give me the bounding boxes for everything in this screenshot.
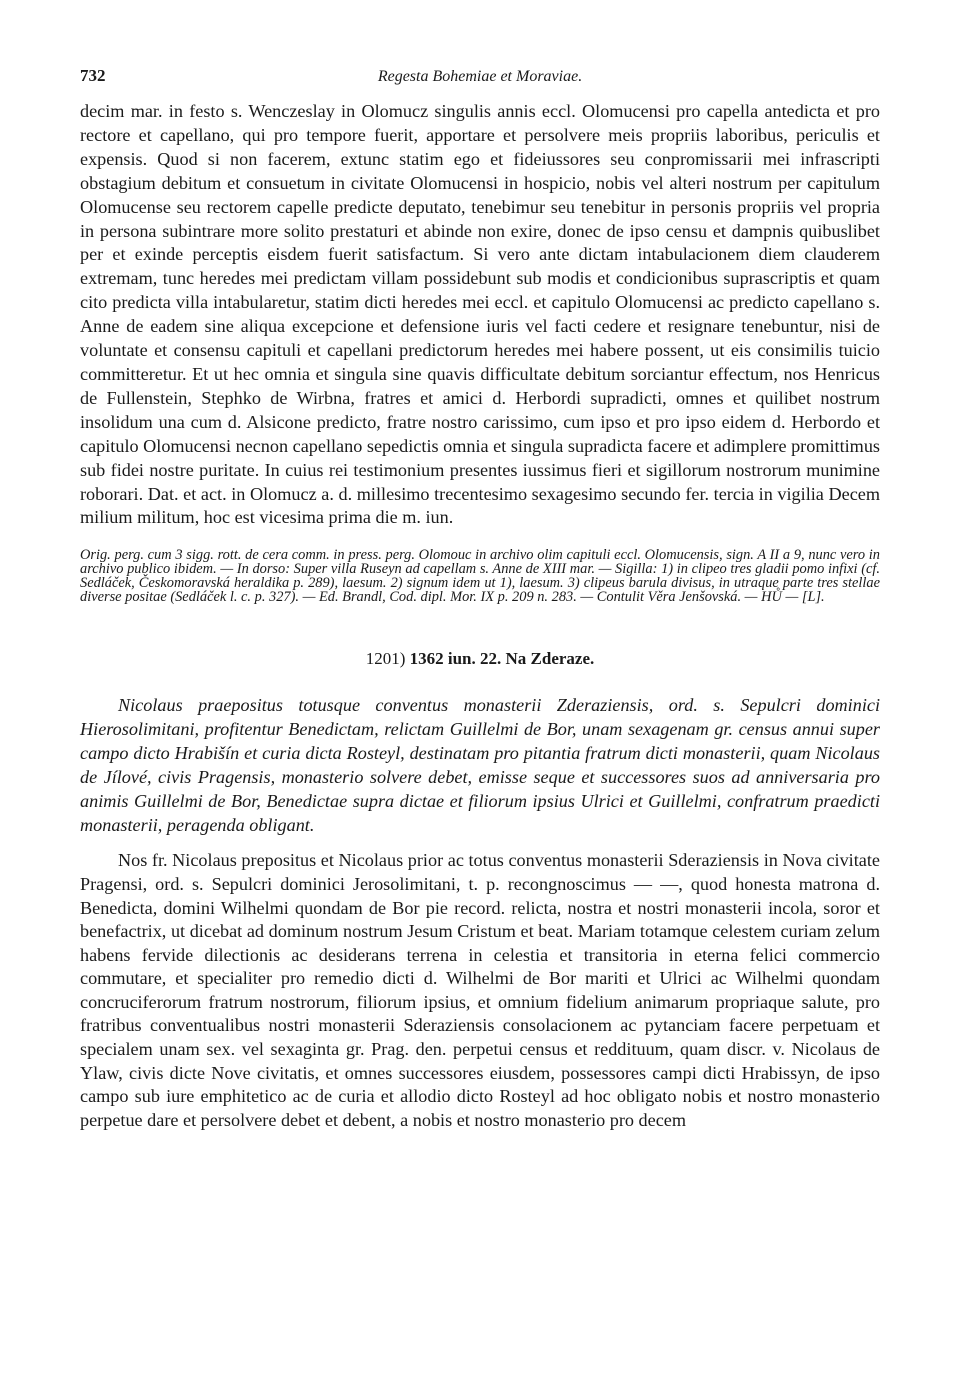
- entry-date: 1362 iun. 22.: [409, 649, 502, 669]
- document-page: [80, 60, 880, 1132]
- continuation-paragraph: decim mar. in festo s. Wenczeslay in Olomucz singulis annis eccl. Olomucensi pro capella antedicta et pro rectore et capellano, qui pro tempore fuerit, apportare et persolvere meis propriis laboribus, periculis et expensis. Quod si non facerem, extunc statim ego et fideiussores seu conpromissarii mei infrascripti obstagium debitum et consuetum in civitate Olomucensi in hospicio, nobis vel alteri nostrum per capitulum Olomucense seu rectorem capelle predicte deputato, tenebimur seu tenebitur in personis propriis vel propria in persona subintrare more solito prestaturi et abinde non exire, donec de ipso censu et dampnis quibuslibet per et exinde perceptis eisdem fuerit satisfactum. Si vero ante dictam intabulacionem diem clauderem extremam, tunc heredes mei predictam villam possidebunt sub modis et condicionibus suprascriptis et quam cito predicta villa intabularetur, statim dicti heredes mei eccl. et capitulo Olomucensi ac predicto capellano s. Anne de eadem sine aliqua excepcione et defensione iuris vel facti cedere et resignare tenebuntur, nisi de voluntate et consensu capituli et capellani predictorum heredes mei habere possent, ut eis consimilis tuicio committeretur. Et ut hec omnia et singula sine quavis difficultate debitum sorciantur effectum, nos Henricus de Fullenstein, Stephko de Wirbna, fratres et amici d. Herbordi supradicti, omnes et quilibet nostrum insolidum una cum d. Alsicone predicto, fratre nostro carissimo, cum ipso et pro ipso eidem d. Herbordo et capitulo Olomucensi necnon capellano sepedictis omnia et singula supradicta facere et adimplere promittimus sub fidei nostre puritate. In cuius rei testimonium presentes iussimus fieri et sigillorum nostrorum munimine roborari. Dat. et act. in Olomucz a. d. millesimo trecentesimo sexagesimo secundo fer. tercia in vigilia Decem milium militum, hoc est vicesima prima die m. iun.: [80, 101, 880, 528]
- source-note: Orig. perg. cum 3 sigg. rott. de cera comm. in press. perg. Olomouc in archivo olim capituli eccl. Olomucensis, sign. A II a 9, nunc vero in archivo publico ibidem. — In dorso: Super villa Ruseyn ad capellam s. Anne de XIII mar. — Sigilla: 1) in clipeo tres gladii pomo infixi (cf. Sedláček, Českomoravská heraldika p. 289), laesum. 2) signum idem ut 1), laesum. 3) clipeus barula divisus, in utraque parte tres stellae diverse positae (Sedláček l. c. p. 327). — Ed. Brandl, Cod. dipl. Mor. IX p. 209 n. 283. — Contulit Věra Jenšovská. — HŮ — [L].: [80, 547, 880, 606]
- entry-number: 1201): [365, 649, 406, 669]
- running-title: Regesta Bohemiae et Moraviae.: [377, 68, 583, 85]
- entry-place: Na Zderaze.: [505, 649, 595, 669]
- entry-heading: [80, 649, 880, 679]
- regest-summary: Nicolaus praepositus totusque conventus monasterii Zderaziensis, ord. s. Sepulcri dominici Hierosolimitani, profitentur Benedictam, relictam Guillelmi de Bor, unam sexagenam gr. census annui super campo dicto Hrabišín et curia dicta Rosteyl, destinatam pro pitantia fratrum dicti monasterii, quam Nicolaus de Jílové, civis Pragensis, monasterio solvere debet, emisse seque et successores suos ad anniversaria pro animis Guillelmi de Bor, Benedictae supra dictae et filiorum ipsius Ulrici et Guillelmi, confratrum praedicti monasterii, peragenda obligant.: [80, 695, 880, 836]
- page-number: 732: [80, 66, 106, 85]
- charter-text: Nos fr. Nicolaus prepositus et Nicolaus prior ac totus conventus monasterii Sderaziensis in Nova civitate Pragensi, ord. s. Sepulcri dominici Jerosolimitani, t. p. recongnoscimus — —, quod honesta matrona d. Benedicta, domini Wilhelmi quondam de Bor pie record. relicta, nostra et nostri monasterii incola, soror et benefactrix, ut dicebat ad dominum nostrum Jesum Cristum et beat. Mariam totamque celestem curiam zelum habens fervide dilectionis ac desiderans terrena in celestia et transitoria in eterna felici commercio commutare, et specialiter pro remedio dicti d. Wilhelmi de Bor mariti et Ulrici ac Wilhelmi quondam concruciferorum fratrum nostrorum, filiorum ipsius, et omnium fidelium animarum propriaque salute, pro fratribus conventualibus nostri monasterii Sderaziensis consolacionem ac pytanciam facere perpetuam et specialem unam sex. vel sexaginta gr. Prag. den. perpetui census et reddituum, quam discr. v. Nicolaus de Ylaw, civis dicte Nove civitatis, et omnes successores eiusdem, possessores campi dicti Hrabissyn, de ipso campo sub iure emphitetico ac de curia et allodio dicto Rosteyl ad hoc obligato nobis et nostro monasterio perpetue dare et persolvere debet et debent, a nobis et nostro monasterio pro decem: [80, 850, 880, 1130]
- running-header: [80, 60, 880, 100]
